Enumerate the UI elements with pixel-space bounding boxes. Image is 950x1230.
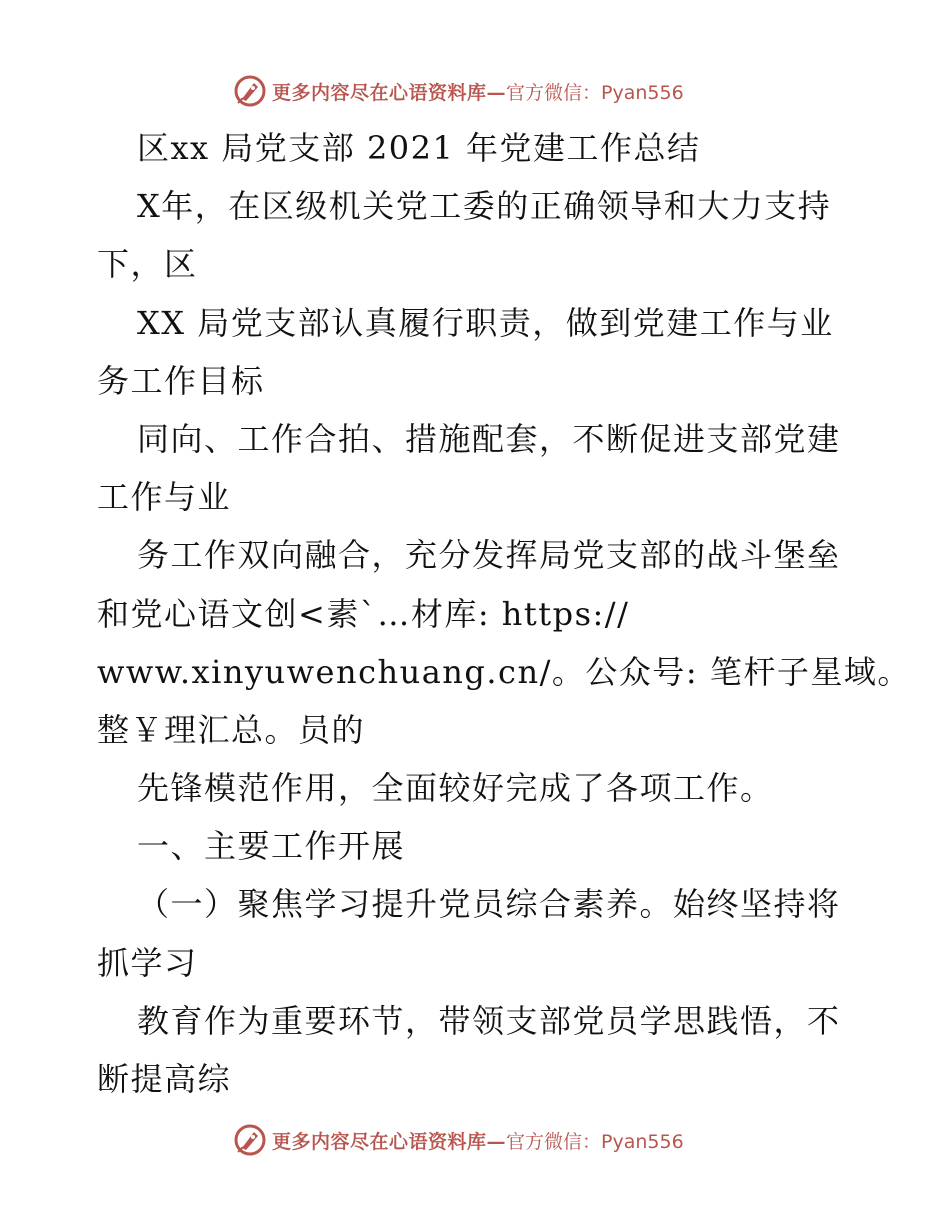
paragraph-line: 同向、工作合拍、措施配套，不断促进支部党建 bbox=[137, 420, 841, 458]
banner-wechat-text: 官方微信：Pyan556 bbox=[506, 1130, 684, 1153]
paragraph-line: 和党心语文创<素`…材库: https:// bbox=[97, 595, 630, 633]
banner-promo-text: 更多内容尽在心语资料库— bbox=[272, 81, 507, 104]
header-banner bbox=[232, 71, 684, 111]
paragraph-line: www.xinyuwenchuang.cn/。公众号: 笔杆子星域。 bbox=[97, 653, 911, 691]
paragraph-line: 先锋模范作用，全面较好完成了各项工作。 bbox=[137, 769, 774, 807]
paragraph-line: 断提高综 bbox=[97, 1060, 232, 1098]
paragraph-line: 务工作双向融合，充分发挥局党支部的战斗堡垒 bbox=[137, 536, 841, 574]
pen-nib-logo-icon bbox=[232, 1122, 268, 1158]
paragraph-line: 下，区 bbox=[97, 245, 198, 283]
document-title: 区xx 局党支部 2021 年党建工作总结 bbox=[137, 129, 701, 167]
paragraph-line: 教育作为重要环节，带领支部党员学思践悟，不 bbox=[137, 1002, 841, 1040]
banner-wechat-text: 官方微信：Pyan556 bbox=[506, 81, 684, 104]
paragraph-line: 务工作目标 bbox=[97, 362, 265, 400]
paragraph-line: 工作与业 bbox=[97, 478, 232, 516]
paragraph-line: （一）聚焦学习提升党员综合素养。始终坚持将 bbox=[137, 885, 841, 923]
section-heading: 一、主要工作开展 bbox=[137, 827, 406, 865]
pen-nib-logo-icon bbox=[232, 73, 268, 109]
footer-banner bbox=[232, 1120, 684, 1160]
paragraph-line: XX 局党支部认真履行职责，做到党建工作与业 bbox=[137, 304, 834, 342]
paragraph-line: 抓学习 bbox=[97, 944, 198, 982]
banner-promo-text: 更多内容尽在心语资料库— bbox=[272, 1130, 507, 1153]
paragraph-line: X年，在区级机关党工委的正确领导和大力支持 bbox=[137, 187, 832, 225]
paragraph-line: 整￥理汇总。员的 bbox=[97, 711, 366, 749]
